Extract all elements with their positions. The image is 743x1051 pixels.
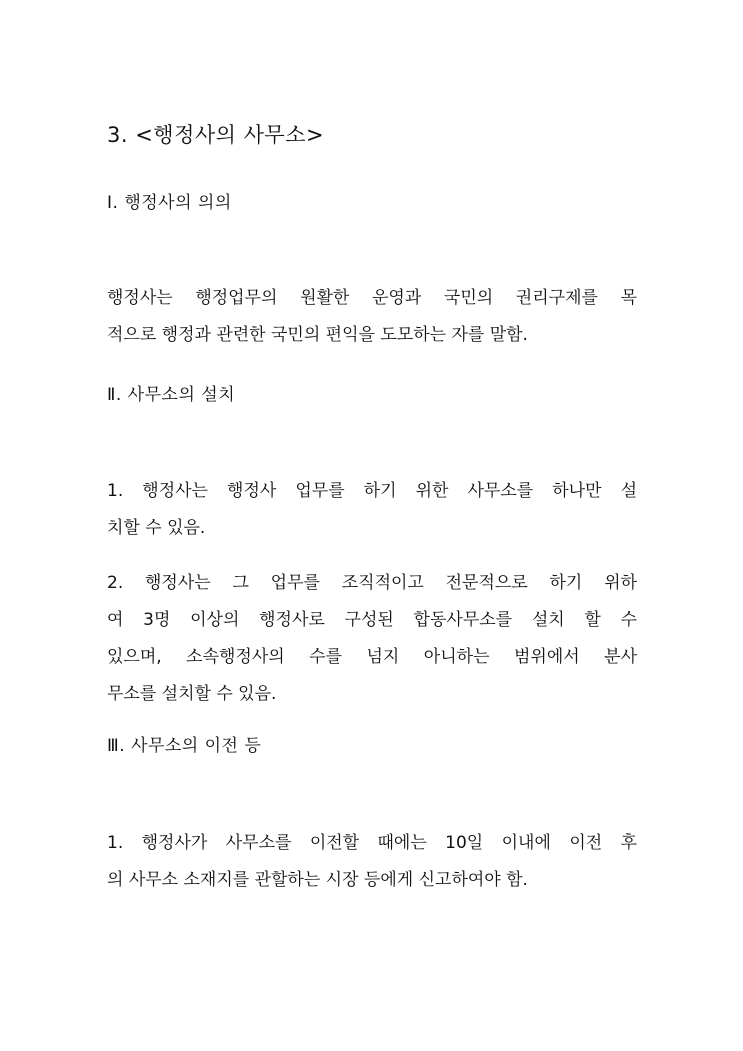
- paragraph-line: 치할 수 있음.: [107, 518, 206, 538]
- page-title: 3. <행정사의 사무소>: [107, 123, 325, 147]
- paragraph-line: 의 사무소 소재지를 관할하는 시장 등에게 신고하여야 함.: [107, 870, 528, 890]
- paragraph-line: 1. 행정사가 사무소를 이전할 때에는 10일 이내에 이전 후: [107, 833, 637, 853]
- section-2-paragraph-2: [107, 565, 637, 713]
- section-1-paragraph-1: [107, 280, 637, 354]
- paragraph-line: 1. 행정사는 행정사 업무를 하기 위한 사무소를 하나만 설: [107, 481, 637, 501]
- paragraph-line: 여 3명 이상의 행정사로 구성된 합동사무소를 설치 할 수: [107, 610, 637, 630]
- section-2-paragraph-1: [107, 473, 637, 547]
- paragraph-line: 있으며, 소속행정사의 수를 넘지 아니하는 범위에서 분사: [107, 647, 637, 667]
- paragraph-line: 무소를 설치할 수 있음.: [107, 684, 277, 704]
- paragraph-line: 행정사는 행정업무의 원활한 운영과 국민의 권리구제를 목: [107, 288, 637, 308]
- paragraph-line: 적으로 행정과 관련한 국민의 편익을 도모하는 자를 말함.: [107, 325, 528, 345]
- section-heading-3: Ⅲ. 사무소의 이전 등: [107, 736, 262, 756]
- section-heading-1: Ⅰ. 행정사의 의의: [107, 193, 232, 213]
- section-heading-2: Ⅱ. 사무소의 설치: [107, 385, 236, 405]
- paragraph-line: 2. 행정사는 그 업무를 조직적이고 전문적으로 하기 위하: [107, 573, 637, 593]
- section-3-paragraph-1: [107, 825, 637, 899]
